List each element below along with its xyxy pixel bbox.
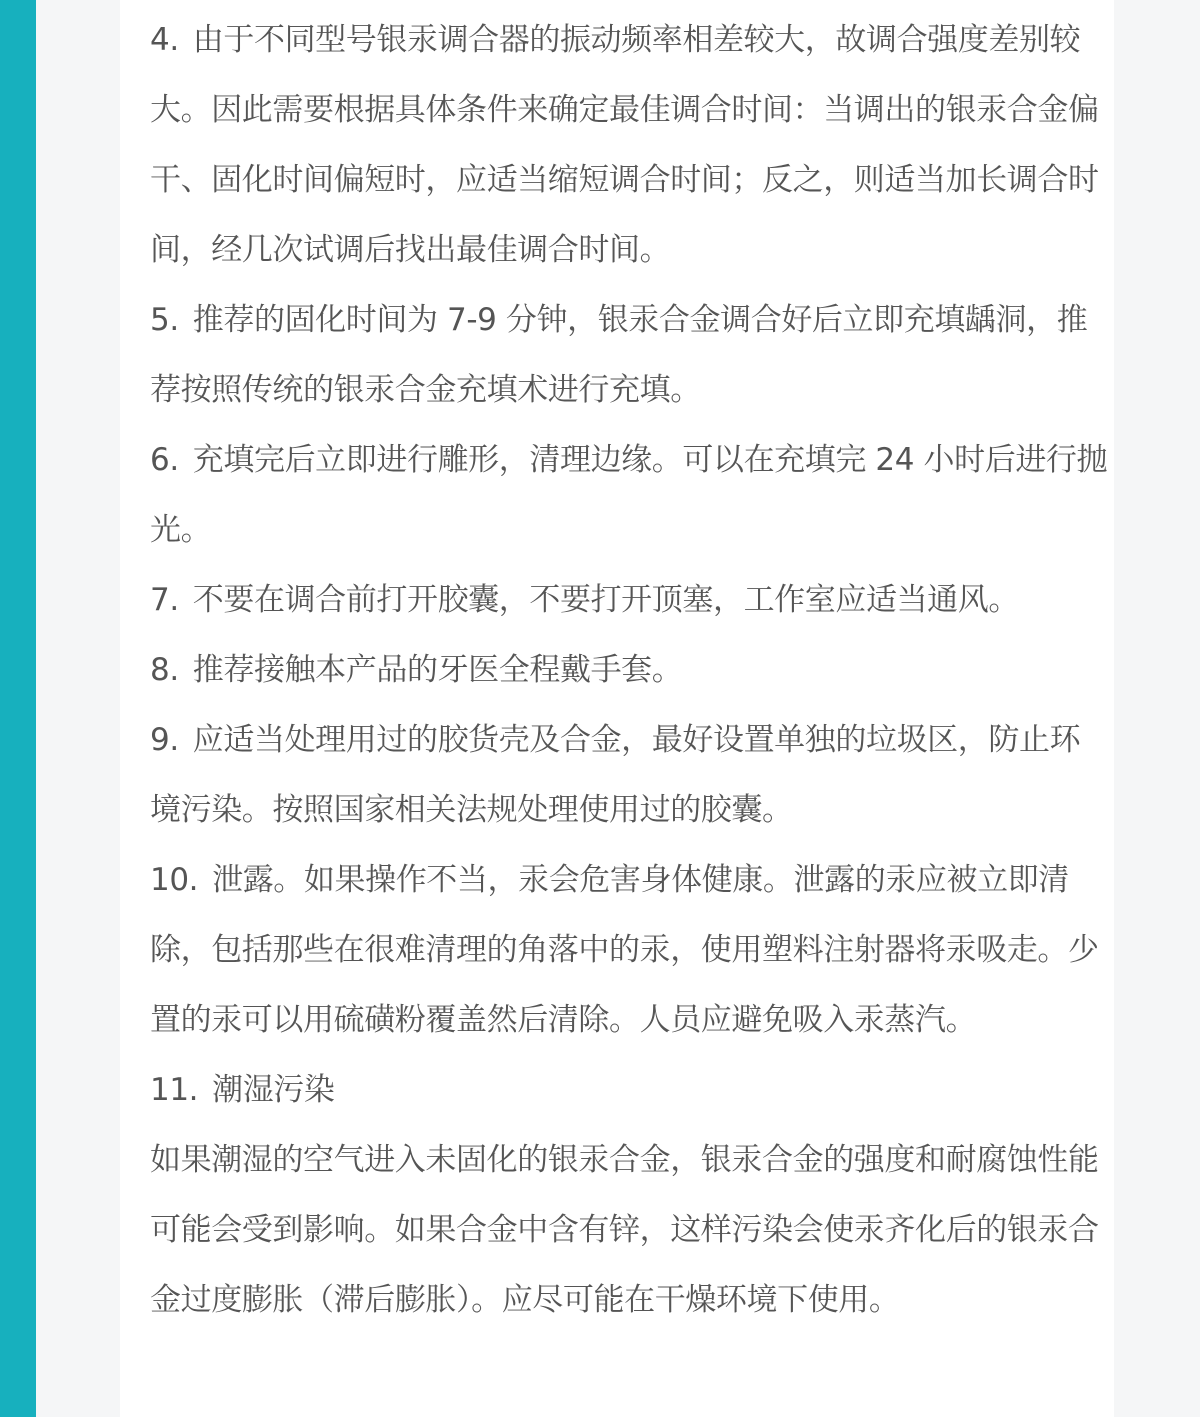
instruction-item-5 bbox=[150, 285, 1110, 425]
item-text: 潮湿污染 bbox=[212, 1072, 335, 1108]
item-text: 充填完后立即进行雕形，清理边缘。可以在充填完 24 小时后进行抛光。 bbox=[150, 442, 1108, 548]
document-content bbox=[120, 0, 1114, 1417]
instruction-list bbox=[150, 5, 1110, 1335]
instruction-item-10 bbox=[150, 845, 1110, 1055]
item-number: 7. bbox=[150, 582, 179, 618]
item-text: 如果潮湿的空气进入未固化的银汞合金，银汞合金的强度和耐腐蚀性能可能会受到影响。如果合金中含有锌，这样污染会使汞齐化后的银汞合金过度膨胀（滞后膨胀）。应尽可能在干燥环境下使用。 bbox=[150, 1142, 1099, 1318]
left-accent-bar bbox=[0, 0, 36, 1417]
instruction-item-9 bbox=[150, 705, 1110, 845]
item-number: 5. bbox=[150, 302, 179, 338]
item-number: 6. bbox=[150, 442, 179, 478]
instruction-item-4 bbox=[150, 5, 1110, 285]
item-number: 11. bbox=[150, 1072, 199, 1108]
item-number: 8. bbox=[150, 652, 179, 688]
item-text: 推荐的固化时间为 7-9 分钟，银汞合金调合好后立即充填龋洞，推荐按照传统的银汞合金充填术进行充填。 bbox=[150, 302, 1088, 408]
item-text: 泄露。如果操作不当，汞会危害身体健康。泄露的汞应被立即清除，包括那些在很难清理的角落中的汞，使用塑料注射器将汞吸走。少置的汞可以用硫磺粉覆盖然后清除。人员应避免吸入汞蒸汽。 bbox=[150, 862, 1099, 1038]
left-gutter bbox=[36, 0, 120, 1417]
instruction-item-8 bbox=[150, 635, 1110, 705]
instruction-item-6 bbox=[150, 425, 1110, 565]
item-text: 推荐接触本产品的牙医全程戴手套。 bbox=[192, 652, 683, 688]
item-text: 由于不同型号银汞调合器的振动频率相差较大，故调合强度差别较大。因此需要根据具体条件来确定最佳调合时间：当调出的银汞合金偏干、固化时间偏短时，应适当缩短调合时间；反之，则适当加长调合时间，经几次试调后找出最佳调合时间。 bbox=[150, 22, 1099, 268]
item-number: 10. bbox=[150, 862, 199, 898]
item-number: 4. bbox=[150, 22, 179, 58]
item-text: 不要在调合前打开胶囊，不要打开顶塞，工作室应适当通风。 bbox=[192, 582, 1019, 618]
moisture-paragraph bbox=[150, 1125, 1110, 1335]
instruction-item-11 bbox=[150, 1055, 1110, 1125]
item-number: 9. bbox=[150, 722, 179, 758]
right-gutter bbox=[1114, 0, 1200, 1417]
item-text: 应适当处理用过的胶货壳及合金，最好设置单独的垃圾区，防止环境污染。按照国家相关法规处理使用过的胶囊。 bbox=[150, 722, 1081, 828]
instruction-item-7 bbox=[150, 565, 1110, 635]
